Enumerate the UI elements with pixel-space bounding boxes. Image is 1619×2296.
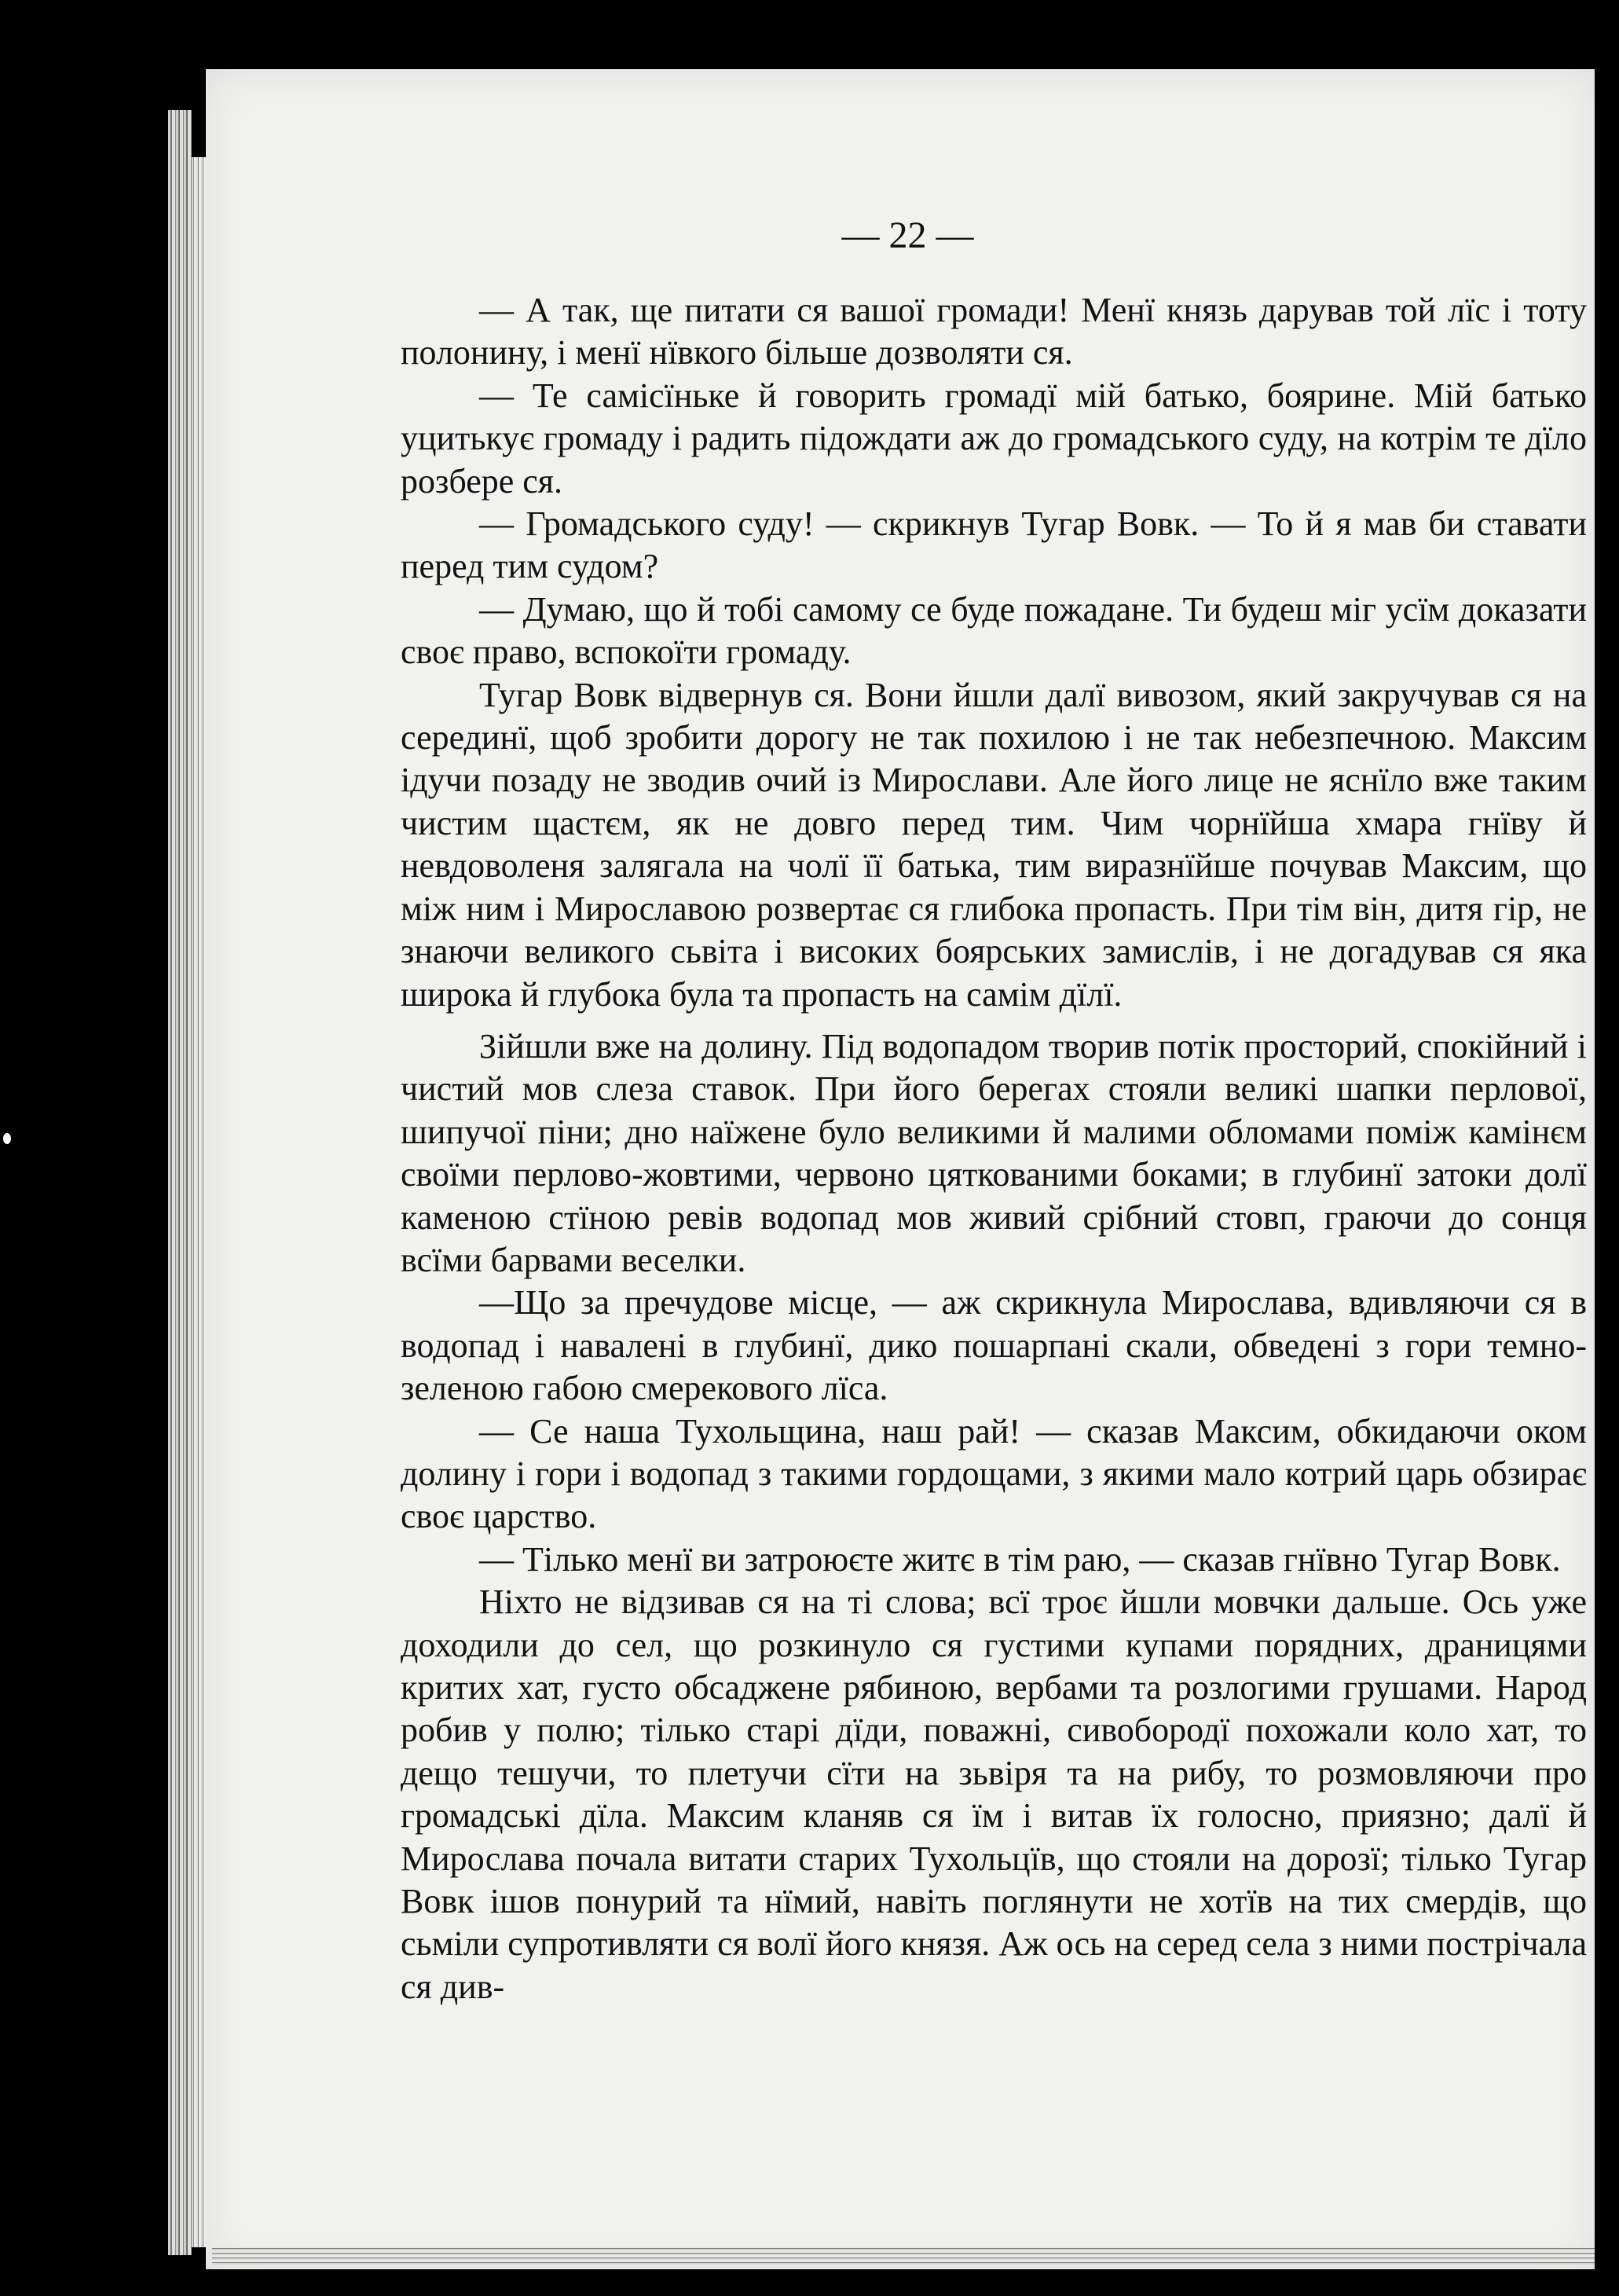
scan-speck — [3, 1133, 11, 1144]
paragraph: Зійшли вже на долину. Під водопадом творив потік просторий, спокійний і чистий мов слеза ставок. При його берегах стояли великі шапки перлової, шипучої піни; дно наїжене було великими й малими обломами поміж камінєм своїми перлово-жовтими, червоно цяткованими боками; в глубинї затоки долї каменою стїною ревів водопад мов живий срібний стовп, граючи до сонця всїми барвами веселки. — [401, 1026, 1587, 1279]
paragraph: —Що за пречудове місце, — аж скрикнула Мирослава, вдивляючи ся в водопад і навалені в глубинї, дико пошарпані скали, обведені з гори темно-зеленою габою смерекового лїса. — [401, 1283, 1587, 1408]
paragraph: — А так, ще питати ся вашої громади! Менї князь дарував той лїс і тоту полонину, і менї нївкого більше дозволяти ся. — [401, 291, 1587, 372]
body-text — [401, 289, 1587, 2008]
page-stack-edge — [168, 110, 192, 2255]
page-stack-edge-inner — [192, 157, 206, 2247]
page-bottom-edge — [212, 2247, 1595, 2265]
paragraph: — Думаю, що й тобі самому се буде пожадане. Ти будеш міг усїм доказати своє право, вспокоїти громаду. — [401, 589, 1587, 672]
paragraph: — Громадського суду! — скрикнув Тугар Вовк. — То й я мав би ставати перед тим судом? — [401, 504, 1587, 586]
paragraph: — Тілько менї ви затроюєте житє в тім раю, — сказав гнївно Тугар Вовк. — [479, 1539, 1561, 1579]
paragraph: Тугар Вовк відвернув ся. Вони йшли далї вивозом, який закручував ся на серединї, щоб зробити дорогу не так похилою і не так небезпечною. Максим ідучи позаду не зводив очий із Мирослави. Але його лице не яснїло вже таким чистим щастєм, як не довго перед тим. Чим чорнїйша хмара гнїву й невдоволеня залягала на чолї її батька, тим виразнїйше почував Максим, що між ним і Мирославою розвертає ся глибока пропасть. При тім він, дитя гір, не знаючи великого сьвіта і високих боярських замислів, і не догадував ся яка широка й глубока була та пропасть на самім дїлї. — [401, 675, 1587, 1014]
paragraph: Ніхто не відзивав ся на ті слова; всї троє йшли мовчки дальше. Ось уже доходили до сел, що розкинуло ся густими купами порядних, драницями критих хат, густо обсаджене рябиною, вербами та розлогими грушами. Народ робив у полю; тілько старі дїди, поважні, сивобородї похожали коло хат, то дещо тешучи, то плетучи сїти на зьвіря та на рибу, то розмовляючи про громадські дїла. Максим кланяв ся їм і витав їх голосно, приязно; далї й Мирослава почала витати старих Тухольцїв, що стояли на дорозї; тілько Тугар Вовк ішов понурий та нїмий, навіть поглянути не хотїв на тих смердів, що сьміли супротивляти ся волї його князя. Аж ось на серед села з ними пострічала ся див- — [401, 1583, 1587, 2006]
page-number: — 22 — — [841, 215, 974, 256]
paragraph: — Се наша Тухольщина, наш рай! — сказав Максим, обкидаючи оком долину і гори і водопад з такими гордощами, з якими мало котрий царь обзирає своє царство. — [401, 1411, 1587, 1536]
paragraph: — Те самісїньке й говорить громадї мій батько, боярине. Мій батько уцитькує громаду і радить підождати аж до громадського суду, на котрім те дїло розбере ся. — [401, 376, 1587, 501]
